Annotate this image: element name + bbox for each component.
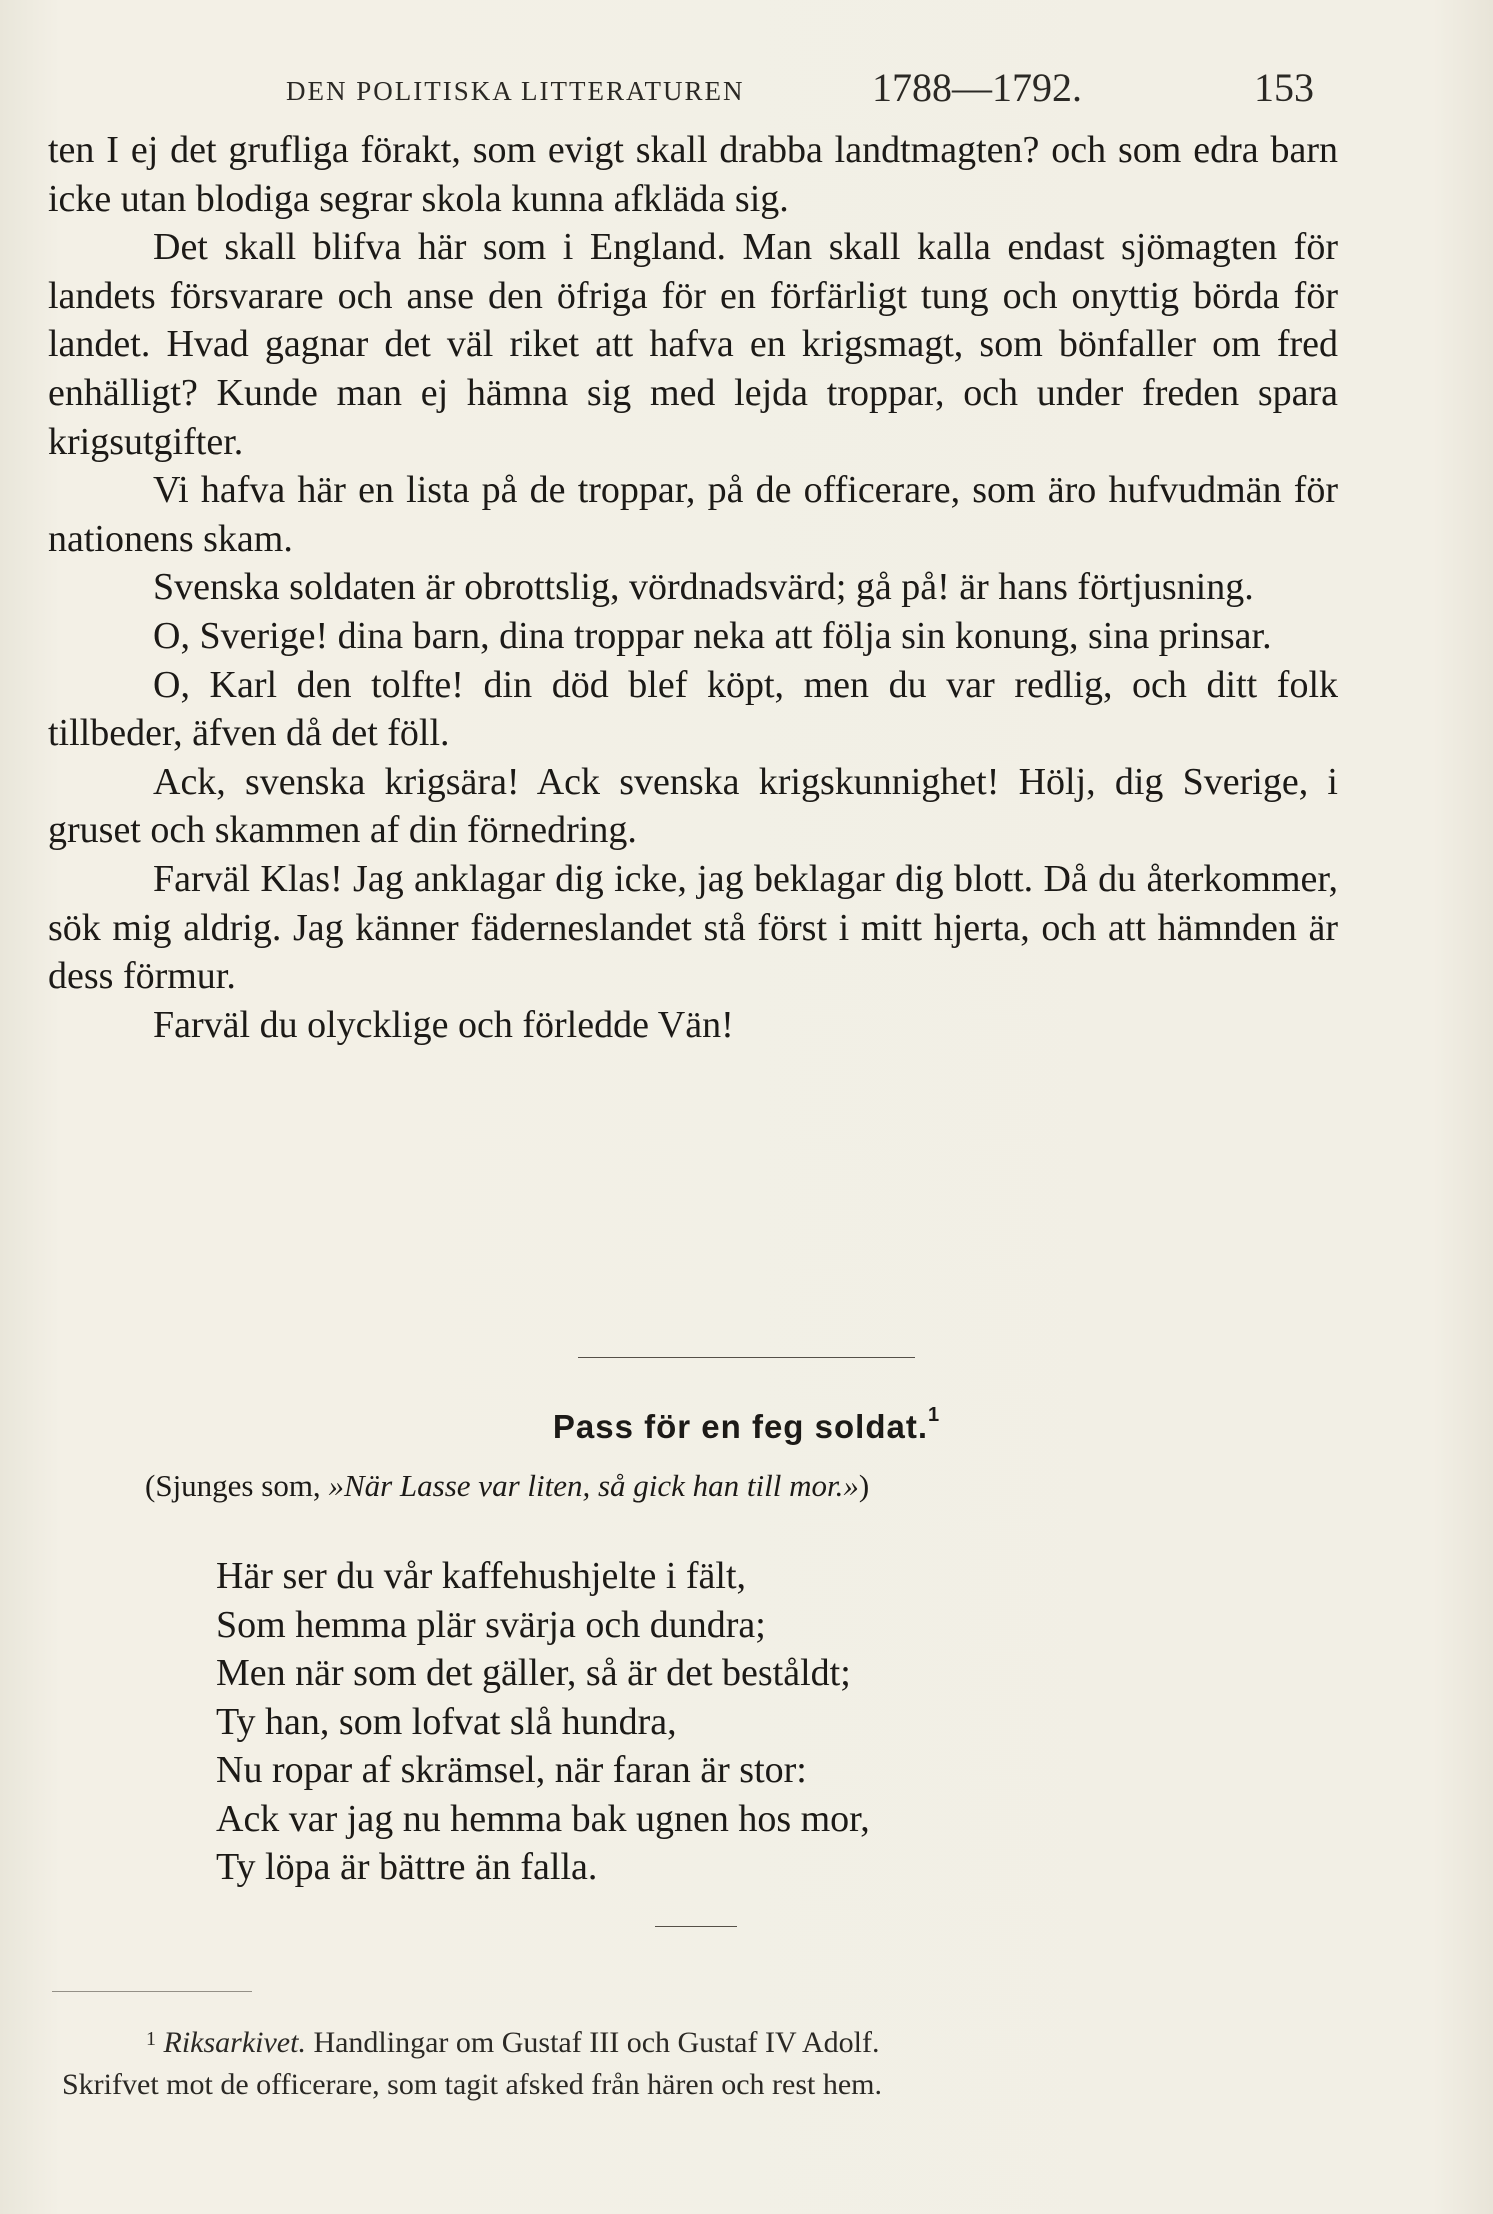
paragraph: Svenska soldaten är obrottslig, vördnadsvärd; gå på! är hans förtjusning.	[153, 566, 1254, 609]
footnote-separator	[52, 1991, 252, 1992]
paragraph: Vi hafva här en lista på de troppar, på de officerare, som äro hufvudmän för nationens skam.	[48, 469, 1338, 560]
verse-line: Men när som det gäller, så är det beståldt;	[216, 1652, 851, 1694]
song-title	[0, 1404, 1493, 1446]
page-number: 153	[1254, 65, 1314, 110]
footnote-line: Skrifvet mot de officerare, som tagit afsked från hären och rest hem.	[62, 2068, 882, 2101]
running-years: 1788—1792.	[872, 65, 1082, 110]
body-text	[48, 126, 1338, 1049]
verse-line: Här ser du vår kaffehushjelte i fält,	[216, 1555, 747, 1597]
song-title-text: Pass för en feg soldat.	[552, 1408, 928, 1445]
verse-line: Nu ropar af skrämsel, när faran är stor:	[216, 1749, 807, 1791]
paragraph: Ack, svenska krigsära! Ack svenska krigskunnighet! Hölj, dig Sverige, i gruset och skammen af din förnedring.	[48, 760, 1338, 852]
paragraph: O, Sverige! dina barn, dina troppar neka att följa sin konung, sina prinsar.	[153, 614, 1272, 657]
tune-suffix: )	[858, 1468, 870, 1503]
footnote-reference: 1	[927, 1404, 941, 1426]
paragraph: Farväl du olycklige och förledde Vän!	[153, 1003, 734, 1046]
verse-line: Som hemma plär svärja och dundra;	[216, 1603, 766, 1646]
section-divider	[578, 1357, 915, 1358]
verse-line: Ty han, som lofvat slå hundra,	[216, 1700, 677, 1743]
paragraph: Det skall blifva här som i England. Man skall kalla endast sjömagten för landets försvarare och anse den öfriga för en förfärligt tung och onyttig börda för landet. Hvad gagnar det väl riket att hafva en krigsmagt, som bönfaller om fred enhälligt? Kunde man ej hämna sig med lejda troppar, och under freden spara krigsutgifter.	[48, 226, 1338, 463]
footnote	[62, 2022, 1352, 2106]
paragraph: O, Karl den tolfte! din död blef köpt, men du var redlig, och ditt folk tillbeder, äfven då det föll.	[48, 663, 1338, 755]
paragraph-continued: ten I ej det grufliga förakt, som evigt skall drabba landtmagten? och som edra barn icke utan blodiga segrar skola kunna afkläda sig.	[48, 129, 1338, 220]
footnote-source: Riksarkivet.	[163, 2026, 306, 2059]
verse-line: Ty löpa är bättre än falla.	[216, 1846, 598, 1888]
verse-end-rule	[655, 1926, 737, 1927]
tune-prefix: (Sjunges som,	[145, 1468, 329, 1503]
paragraph: Farväl Klas! Jag anklagar dig icke, jag beklagar dig blott. Då du återkommer, sök mig aldrig. Jag känner fäderneslandet stå först i mitt hjerta, och att hämnden är dess förmur.	[48, 857, 1338, 998]
song-tune-note	[145, 1468, 869, 1504]
running-head	[0, 64, 1493, 124]
verse-line: Ack var jag nu hemma bak ugnen hos mor,	[216, 1797, 870, 1840]
verse	[216, 1552, 870, 1892]
tune-name: »När Lasse var liten, så gick han till mor.»	[328, 1468, 859, 1503]
footnote-mark: 1	[146, 2028, 156, 2050]
footnote-text: Handlingar om Gustaf III och Gustaf IV Adolf.	[305, 2026, 880, 2059]
running-title: DEN POLITISKA LITTERATUREN	[286, 76, 745, 106]
footnote-line	[62, 2022, 1352, 2064]
